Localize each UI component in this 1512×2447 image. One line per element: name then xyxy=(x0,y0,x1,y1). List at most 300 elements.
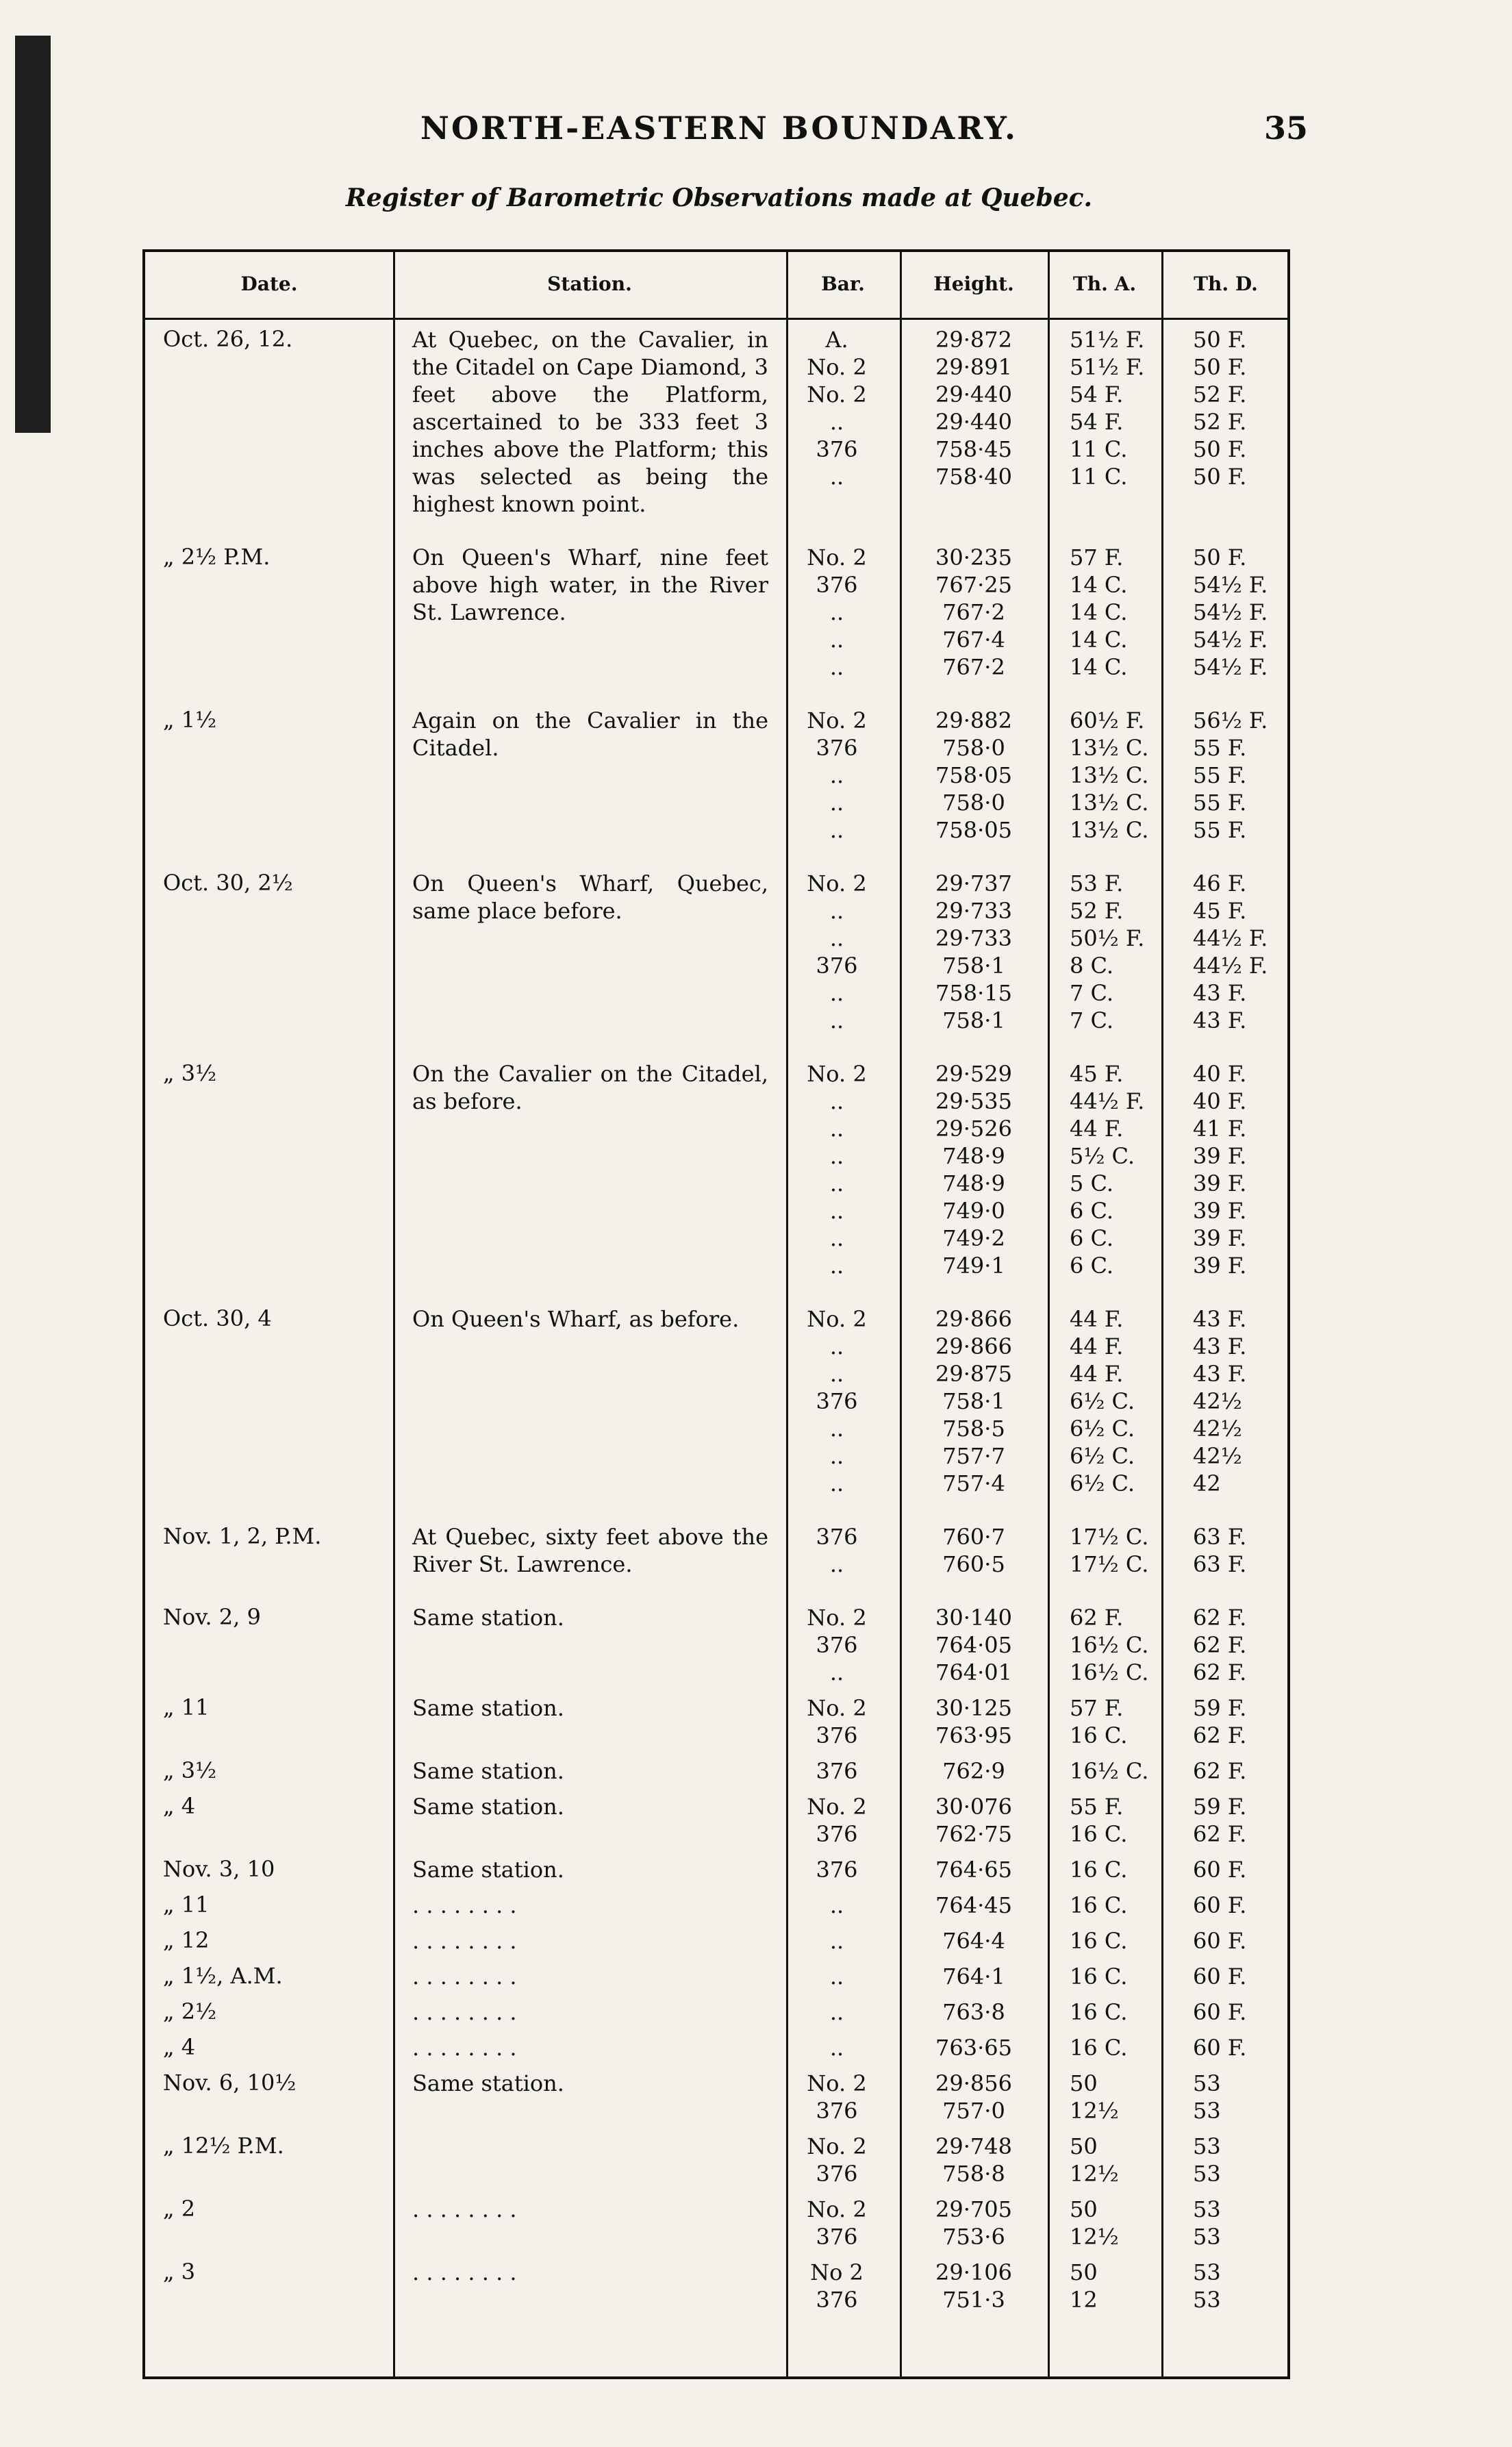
station-cell: Again on the Cavalier in the Citadel. xyxy=(412,707,768,761)
th-d-cell: 50 F. xyxy=(1193,544,1247,570)
bar-cell: No. 2 xyxy=(807,2133,867,2159)
height-cell: 29·872 xyxy=(935,327,1012,353)
observation-group xyxy=(145,870,1287,1034)
height-cell: 758·0 xyxy=(942,790,1005,816)
bar-cell: .. xyxy=(829,762,844,788)
table-row xyxy=(145,599,1287,626)
observation-group xyxy=(145,326,1287,518)
th-a-cell: 16 C. xyxy=(1070,1722,1128,1748)
table-row xyxy=(145,925,1287,952)
th-d-cell: 53 xyxy=(1193,2098,1221,2124)
th-a-cell: 6½ C. xyxy=(1070,1470,1135,1496)
height-cell: 758·8 xyxy=(942,2161,1005,2187)
th-a-cell: 6 C. xyxy=(1070,1225,1114,1251)
th-a-cell: 54 F. xyxy=(1070,409,1124,435)
bar-cell: .. xyxy=(829,1253,844,1279)
bar-cell: 376 xyxy=(816,1857,858,1883)
observation-group xyxy=(145,1927,1287,1955)
observation-group xyxy=(145,1963,1287,1990)
th-a-cell: 16½ C. xyxy=(1070,1659,1149,1685)
table-row xyxy=(145,353,1287,381)
height-cell: 29·106 xyxy=(935,2259,1012,2285)
th-d-cell: 52 F. xyxy=(1193,381,1247,407)
th-d-cell: 50 F. xyxy=(1193,354,1247,380)
th-d-cell: 60 F. xyxy=(1193,1892,1247,1918)
th-a-cell: 6½ C. xyxy=(1070,1388,1135,1414)
bar-cell: .. xyxy=(829,1443,844,1469)
date-cell: „ 4 xyxy=(163,2034,196,2060)
bar-cell: No. 2 xyxy=(807,1794,867,1820)
th-d-cell: 59 F. xyxy=(1193,1695,1247,1721)
date-cell: „ 12½ P.M. xyxy=(163,2133,284,2159)
th-d-cell: 54½ F. xyxy=(1193,599,1268,625)
th-d-cell: 62 F. xyxy=(1193,1722,1247,1748)
height-cell: 757·0 xyxy=(942,2098,1005,2124)
th-d-cell: 53 xyxy=(1193,2224,1221,2250)
th-d-cell: 55 F. xyxy=(1193,735,1247,761)
th-a-cell: 14 C. xyxy=(1070,627,1128,653)
height-cell: 29·733 xyxy=(935,925,1012,951)
height-cell: 29·748 xyxy=(935,2133,1012,2159)
bar-cell: .. xyxy=(829,1928,844,1954)
bar-cell: .. xyxy=(829,1170,844,1196)
bar-cell: .. xyxy=(829,1999,844,2025)
th-a-cell: 17½ C. xyxy=(1070,1524,1149,1550)
table-row xyxy=(145,1007,1287,1034)
observation-group xyxy=(145,1305,1287,1497)
table-row xyxy=(145,626,1287,653)
height-cell: 763·95 xyxy=(935,1722,1012,1748)
observation-group xyxy=(145,2259,1287,2313)
station-cell: . . . . . . . . xyxy=(412,1892,517,1918)
table-row xyxy=(145,1757,1287,1785)
th-a-cell: 13½ C. xyxy=(1070,790,1149,816)
observation-group xyxy=(145,1604,1287,1686)
th-a-cell: 14 C. xyxy=(1070,654,1128,680)
bar-cell: .. xyxy=(829,1551,844,1577)
height-cell: 29·440 xyxy=(935,409,1012,435)
th-a-cell: 45 F. xyxy=(1070,1061,1124,1087)
th-a-cell: 12½ xyxy=(1070,2098,1119,2124)
th-a-cell: 52 F. xyxy=(1070,898,1124,924)
binding-edge xyxy=(15,36,51,433)
bar-cell: .. xyxy=(829,898,844,924)
height-cell: 758·45 xyxy=(935,436,1012,462)
table-row xyxy=(145,1305,1287,1333)
station-cell: On Queen's Wharf, as before. xyxy=(412,1306,740,1332)
th-d-cell: 60 F. xyxy=(1193,1963,1247,1990)
height-cell: 767·2 xyxy=(942,654,1005,680)
table-row xyxy=(145,1360,1287,1388)
th-d-cell: 59 F. xyxy=(1193,1794,1247,1820)
bar-cell: 376 xyxy=(816,1821,858,1847)
height-cell: 29·529 xyxy=(935,1061,1012,1087)
table-row xyxy=(145,571,1287,599)
th-d-cell: 39 F. xyxy=(1193,1198,1247,1224)
station-cell: At Quebec, sixty feet above the River St. Lawrence. xyxy=(412,1524,768,1577)
th-d-cell: 54½ F. xyxy=(1193,627,1268,653)
table-row xyxy=(145,1694,1287,1722)
th-d-cell: 56½ F. xyxy=(1193,707,1268,733)
th-a-cell: 6½ C. xyxy=(1070,1416,1135,1442)
bar-cell: .. xyxy=(829,2035,844,2061)
bar-cell: No. 2 xyxy=(807,2196,867,2222)
column-header-height: Height. xyxy=(933,273,1014,295)
th-a-cell: 6½ C. xyxy=(1070,1443,1135,1469)
height-cell: 29·891 xyxy=(935,354,1012,380)
table-row xyxy=(145,1631,1287,1659)
table-row xyxy=(145,734,1287,762)
th-a-cell: 14 C. xyxy=(1070,599,1128,625)
th-a-cell: 13½ C. xyxy=(1070,817,1149,843)
th-a-cell: 16 C. xyxy=(1070,1928,1128,1954)
th-a-cell: 5½ C. xyxy=(1070,1143,1135,1169)
th-a-cell: 12½ xyxy=(1070,2224,1119,2250)
running-title: NORTH-EASTERN BOUNDARY. xyxy=(420,110,1018,147)
th-d-cell: 50 F. xyxy=(1193,436,1247,462)
bar-cell: No. 2 xyxy=(807,544,867,570)
station-cell: Same station. xyxy=(412,1695,564,1721)
table-row xyxy=(145,1388,1287,1415)
bar-cell: No. 2 xyxy=(807,1605,867,1631)
date-cell: „ 12 xyxy=(163,1927,210,1953)
bar-cell: 376 xyxy=(816,735,858,761)
bar-cell: .. xyxy=(829,1892,844,1918)
bar-cell: .. xyxy=(829,1333,844,1359)
th-d-cell: 50 F. xyxy=(1193,327,1247,353)
observation-group xyxy=(145,1998,1287,2026)
bar-cell: .. xyxy=(829,1361,844,1387)
th-d-cell: 62 F. xyxy=(1193,1758,1247,1784)
th-d-cell: 42½ xyxy=(1193,1388,1242,1414)
table-row xyxy=(145,1442,1287,1470)
observation-group xyxy=(145,1856,1287,1883)
height-cell: 29·705 xyxy=(935,2196,1012,2222)
th-d-cell: 43 F. xyxy=(1193,980,1247,1006)
th-d-cell: 39 F. xyxy=(1193,1170,1247,1196)
date-cell: Oct. 30, 4 xyxy=(163,1305,272,1331)
th-d-cell: 39 F. xyxy=(1193,1253,1247,1279)
observation-group xyxy=(145,1757,1287,1785)
table-row xyxy=(145,653,1287,681)
height-cell: 30·235 xyxy=(935,544,1012,570)
table-row xyxy=(145,1963,1287,1990)
bar-cell: 376 xyxy=(816,2098,858,2124)
bar-cell: .. xyxy=(829,1116,844,1142)
bar-cell: .. xyxy=(829,1659,844,1685)
height-cell: 760·7 xyxy=(942,1524,1005,1550)
th-a-cell: 12 xyxy=(1070,2287,1098,2313)
table-row xyxy=(145,463,1287,490)
date-cell: „ 3½ xyxy=(163,1060,217,1086)
bar-cell: .. xyxy=(829,627,844,653)
th-a-cell: 51½ F. xyxy=(1070,327,1145,353)
table-row xyxy=(145,1856,1287,1883)
height-cell: 29·535 xyxy=(935,1088,1012,1114)
th-a-cell: 16 C. xyxy=(1070,1821,1128,1847)
th-a-cell: 14 C. xyxy=(1070,572,1128,598)
height-cell: 758·1 xyxy=(942,953,1005,979)
height-cell: 29·866 xyxy=(935,1306,1012,1332)
bar-cell: No. 2 xyxy=(807,1306,867,1332)
bar-cell: .. xyxy=(829,1416,844,1442)
station-cell: . . . . . . . . xyxy=(412,2196,517,2222)
table-row xyxy=(145,2097,1287,2124)
table-row xyxy=(145,816,1287,844)
height-cell: 749·2 xyxy=(942,1225,1005,1251)
th-d-cell: 52 F. xyxy=(1193,409,1247,435)
height-cell: 30·076 xyxy=(935,1794,1012,1820)
th-d-cell: 60 F. xyxy=(1193,2035,1247,2061)
height-cell: 764·01 xyxy=(935,1659,1012,1685)
bar-cell: No. 2 xyxy=(807,381,867,407)
station-cell: Same station. xyxy=(412,1758,564,1784)
observation-group xyxy=(145,1523,1287,1578)
height-cell: 757·4 xyxy=(942,1470,1005,1496)
th-d-cell: 62 F. xyxy=(1193,1605,1247,1631)
bar-cell: 376 xyxy=(816,2287,858,2313)
th-a-cell: 60½ F. xyxy=(1070,707,1145,733)
th-a-cell: 44½ F. xyxy=(1070,1088,1145,1114)
bar-cell: No. 2 xyxy=(807,870,867,896)
th-a-cell: 50 xyxy=(1070,2070,1098,2096)
date-cell: „ 1½ xyxy=(163,707,217,733)
table-row xyxy=(145,2160,1287,2187)
height-cell: 764·4 xyxy=(942,1928,1005,1954)
th-a-cell: 5 C. xyxy=(1070,1170,1114,1196)
column-header-th-a: Th. A. xyxy=(1072,273,1137,295)
th-a-cell: 13½ C. xyxy=(1070,735,1149,761)
th-d-cell: 44½ F. xyxy=(1193,953,1268,979)
table-row xyxy=(145,1659,1287,1686)
date-cell: „ 2½ xyxy=(163,1998,217,2024)
height-cell: 758·1 xyxy=(942,1388,1005,1414)
th-a-cell: 13½ C. xyxy=(1070,762,1149,788)
height-cell: 749·1 xyxy=(942,1253,1005,1279)
height-cell: 751·3 xyxy=(942,2287,1005,2313)
bar-cell: .. xyxy=(829,409,844,435)
bar-cell: .. xyxy=(829,654,844,680)
table-row xyxy=(145,2196,1287,2223)
bar-cell: 376 xyxy=(816,1388,858,1414)
height-cell: 758·1 xyxy=(942,1007,1005,1033)
bar-cell: No. 2 xyxy=(807,1695,867,1721)
height-cell: 748·9 xyxy=(942,1143,1005,1169)
th-d-cell: 53 xyxy=(1193,2287,1221,2313)
th-d-cell: 55 F. xyxy=(1193,817,1247,843)
th-a-cell: 44 F. xyxy=(1070,1333,1124,1359)
th-a-cell: 53 F. xyxy=(1070,870,1124,896)
table-row xyxy=(145,1415,1287,1442)
table-row xyxy=(145,1225,1287,1252)
table-row xyxy=(145,1470,1287,1497)
observation-group xyxy=(145,1892,1287,1919)
date-cell: Nov. 3, 10 xyxy=(163,1856,275,1882)
date-cell: „ 11 xyxy=(163,1892,210,1918)
height-cell: 758·5 xyxy=(942,1416,1005,1442)
height-cell: 764·65 xyxy=(935,1857,1012,1883)
observation-group xyxy=(145,1793,1287,1848)
th-a-cell: 16½ C. xyxy=(1070,1632,1149,1658)
bar-cell: No. 2 xyxy=(807,354,867,380)
date-cell: Nov. 2, 9 xyxy=(163,1604,261,1630)
table-row xyxy=(145,1252,1287,1279)
table-row xyxy=(145,1998,1287,2026)
table-row xyxy=(145,1088,1287,1115)
bar-cell: 376 xyxy=(816,1632,858,1658)
height-cell: 762·75 xyxy=(935,1821,1012,1847)
table-row xyxy=(145,2259,1287,2286)
height-cell: 29·440 xyxy=(935,381,1012,407)
height-cell: 764·1 xyxy=(942,1963,1005,1990)
table-row xyxy=(145,979,1287,1007)
bar-cell: .. xyxy=(829,599,844,625)
th-a-cell: 7 C. xyxy=(1070,1007,1114,1033)
observation-group xyxy=(145,2070,1287,2124)
column-header-bar: Bar. xyxy=(821,273,865,295)
th-d-cell: 62 F. xyxy=(1193,1659,1247,1685)
bar-cell: No. 2 xyxy=(807,707,867,733)
bar-cell: 376 xyxy=(816,953,858,979)
th-d-cell: 41 F. xyxy=(1193,1116,1247,1142)
th-a-cell: 16 C. xyxy=(1070,1963,1128,1990)
th-a-cell: 50 xyxy=(1070,2259,1098,2285)
bar-cell: 376 xyxy=(816,2224,858,2250)
th-d-cell: 44½ F. xyxy=(1193,925,1268,951)
date-cell: „ 2 xyxy=(163,2196,196,2222)
th-d-cell: 60 F. xyxy=(1193,1928,1247,1954)
height-cell: 764·05 xyxy=(935,1632,1012,1658)
table-row xyxy=(145,2133,1287,2160)
th-a-cell: 16½ C. xyxy=(1070,1758,1149,1784)
table-row xyxy=(145,1820,1287,1848)
date-cell: Oct. 30, 2½ xyxy=(163,870,293,896)
table-row xyxy=(145,952,1287,979)
bar-cell: 376 xyxy=(816,1758,858,1784)
bar-cell: 376 xyxy=(816,436,858,462)
bar-cell: .. xyxy=(829,1007,844,1033)
height-cell: 763·65 xyxy=(935,2035,1012,2061)
th-a-cell: 50½ F. xyxy=(1070,925,1145,951)
date-cell: „ 4 xyxy=(163,1793,196,1819)
observations-table xyxy=(142,249,1290,2379)
bar-cell: 376 xyxy=(816,2161,858,2187)
th-a-cell: 6 C. xyxy=(1070,1198,1114,1224)
table-row xyxy=(145,1170,1287,1197)
th-a-cell: 17½ C. xyxy=(1070,1551,1149,1577)
table-row xyxy=(145,870,1287,897)
height-cell: 29·866 xyxy=(935,1333,1012,1359)
bar-cell: .. xyxy=(829,817,844,843)
th-d-cell: 53 xyxy=(1193,2196,1221,2222)
th-d-cell: 54½ F. xyxy=(1193,572,1268,598)
height-cell: 753·6 xyxy=(942,2224,1005,2250)
height-cell: 758·15 xyxy=(935,980,1012,1006)
height-cell: 767·4 xyxy=(942,627,1005,653)
date-cell: „ 3½ xyxy=(163,1757,217,1783)
th-a-cell: 8 C. xyxy=(1070,953,1114,979)
height-cell: 758·05 xyxy=(935,817,1012,843)
table-row xyxy=(145,1793,1287,1820)
th-d-cell: 39 F. xyxy=(1193,1143,1247,1169)
station-cell: On the Cavalier on the Citadel, as before. xyxy=(412,1061,768,1114)
th-d-cell: 43 F. xyxy=(1193,1306,1247,1332)
th-d-cell: 60 F. xyxy=(1193,1857,1247,1883)
height-cell: 767·25 xyxy=(935,572,1012,598)
table-body xyxy=(145,326,1287,2313)
height-cell: 29·733 xyxy=(935,898,1012,924)
th-d-cell: 50 F. xyxy=(1193,464,1247,490)
table-row xyxy=(145,1142,1287,1170)
height-cell: 760·5 xyxy=(942,1551,1005,1577)
th-a-cell: 16 C. xyxy=(1070,1999,1128,2025)
th-a-cell: 16 C. xyxy=(1070,1892,1128,1918)
bar-cell: .. xyxy=(829,1088,844,1114)
table-row xyxy=(145,762,1287,789)
th-a-cell: 7 C. xyxy=(1070,980,1114,1006)
th-d-cell: 39 F. xyxy=(1193,1225,1247,1251)
th-d-cell: 43 F. xyxy=(1193,1007,1247,1033)
th-d-cell: 62 F. xyxy=(1193,1632,1247,1658)
bar-cell: A. xyxy=(825,327,848,353)
th-d-cell: 63 F. xyxy=(1193,1551,1247,1577)
station-cell: Same station. xyxy=(412,1857,564,1883)
table-row xyxy=(145,490,1287,518)
table-row xyxy=(145,1892,1287,1919)
th-d-cell: 46 F. xyxy=(1193,870,1247,896)
th-a-cell: 44 F. xyxy=(1070,1306,1124,1332)
th-a-cell: 50 xyxy=(1070,2196,1098,2222)
bar-cell: .. xyxy=(829,1143,844,1169)
observation-group xyxy=(145,2034,1287,2061)
column-header-date: Date. xyxy=(240,273,298,295)
station-cell: Same station. xyxy=(412,2070,564,2096)
th-a-cell: 51½ F. xyxy=(1070,354,1145,380)
table-row xyxy=(145,1927,1287,1955)
bar-cell: 376 xyxy=(816,1524,858,1550)
table-row xyxy=(145,326,1287,353)
station-cell: . . . . . . . . xyxy=(412,2259,517,2285)
table-row xyxy=(145,1722,1287,1749)
th-a-cell: 50 xyxy=(1070,2133,1098,2159)
th-d-cell: 42 xyxy=(1193,1470,1221,1496)
date-cell: „ 1½, A.M. xyxy=(163,1963,283,1989)
table-row xyxy=(145,2070,1287,2097)
page-header xyxy=(144,110,1308,164)
table-row xyxy=(145,1604,1287,1631)
height-cell: 758·0 xyxy=(942,735,1005,761)
height-cell: 29·526 xyxy=(935,1116,1012,1142)
observation-group xyxy=(145,2133,1287,2187)
table-row xyxy=(145,436,1287,463)
date-cell: Nov. 1, 2, P.M. xyxy=(163,1523,322,1549)
bar-cell: .. xyxy=(829,1470,844,1496)
height-cell: 764·45 xyxy=(935,1892,1012,1918)
date-cell: Nov. 6, 10½ xyxy=(163,2070,297,2096)
th-d-cell: 53 xyxy=(1193,2133,1221,2159)
height-cell: 29·875 xyxy=(935,1361,1012,1387)
observation-group xyxy=(145,544,1287,681)
height-cell: 758·40 xyxy=(935,464,1012,490)
observation-group xyxy=(145,2196,1287,2250)
table-caption: Register of Barometric Observations made at Quebec. xyxy=(345,184,1093,212)
th-d-cell: 40 F. xyxy=(1193,1088,1247,1114)
page-number: 35 xyxy=(1263,110,1308,147)
th-a-cell: 44 F. xyxy=(1070,1116,1124,1142)
bar-cell: .. xyxy=(829,925,844,951)
column-header-station: Station. xyxy=(547,273,632,295)
th-a-cell: 57 F. xyxy=(1070,544,1124,570)
